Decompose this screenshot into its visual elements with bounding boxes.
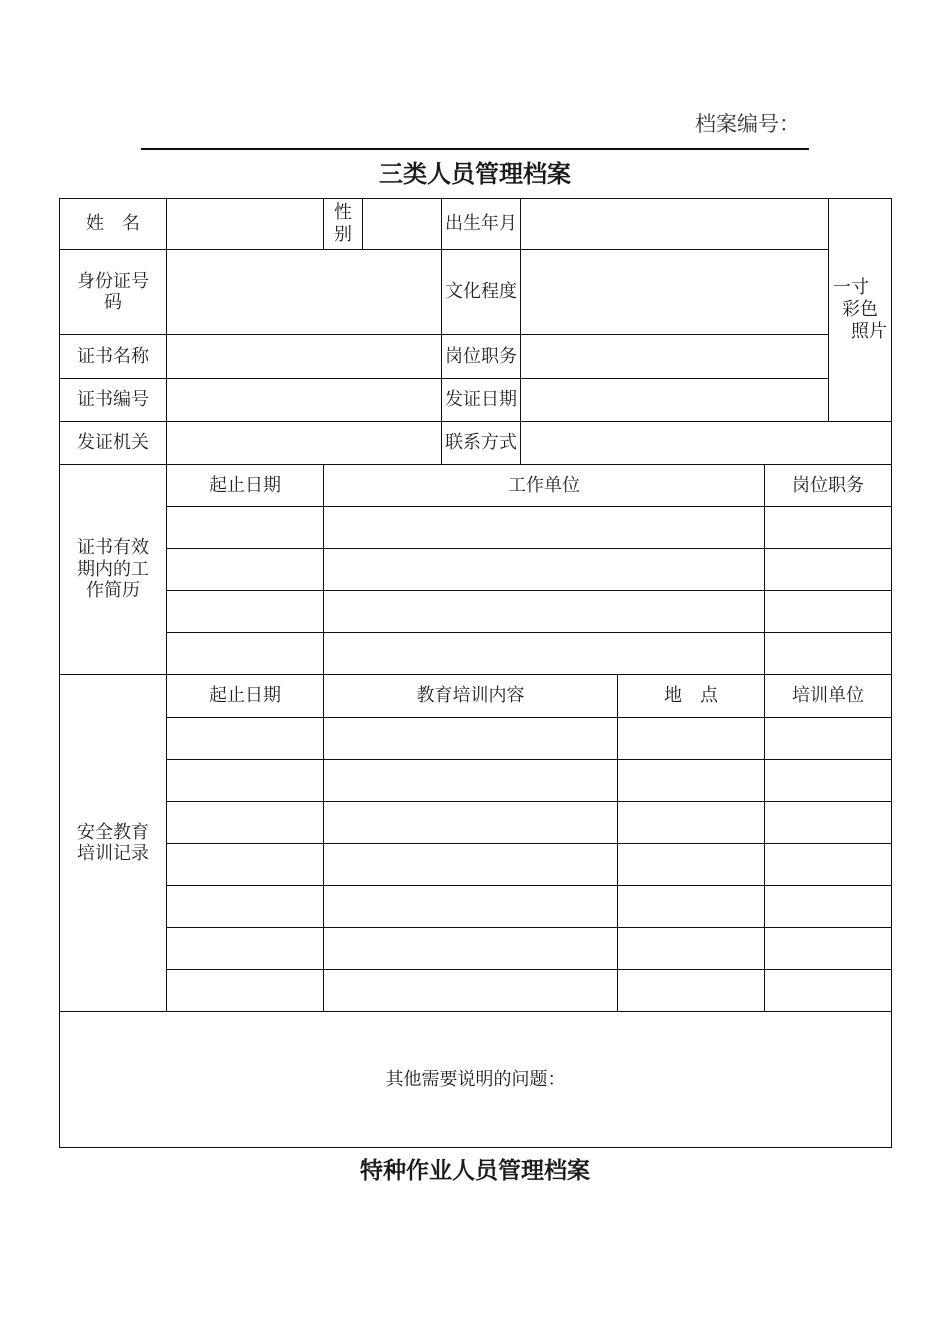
training-organizer-cell[interactable] [765,801,892,843]
contact-label: 联系方式 [442,421,521,464]
archive-number-label: 档案编号： [695,112,800,136]
work-history-date-cell[interactable] [167,591,324,633]
training-content-cell[interactable] [324,759,618,801]
work-history-col-date: 起止日期 [167,464,324,506]
work-history-employer-cell[interactable] [324,633,765,675]
work-history-date-cell[interactable] [167,506,324,548]
contact-field[interactable] [521,421,892,464]
page-title: 三类人员管理档案 [379,160,571,188]
work-history-row [60,549,892,591]
training-content-cell[interactable] [324,717,618,759]
training-label-line1: 安全教育 [77,821,149,843]
id-number-label-line1: 身份证号 [77,270,149,292]
training-location-cell[interactable] [618,843,765,885]
work-history-employer-cell[interactable] [324,591,765,633]
training-row [60,970,892,1012]
training-row [60,928,892,970]
work-history-col-position: 岗位职务 [765,464,892,506]
training-col-location: 地 点 [618,675,765,717]
training-organizer-cell[interactable] [765,970,892,1012]
issue-date-label: 发证日期 [442,378,521,421]
work-history-row [60,633,892,675]
cert-number-field[interactable] [167,378,442,421]
training-date-cell[interactable] [167,717,324,759]
id-number-label [60,250,167,335]
archive-form-table [59,198,892,1148]
issuer-field[interactable] [167,421,442,464]
birth-field[interactable] [521,199,829,250]
cert-name-field[interactable] [167,335,442,378]
photo-line-2: 彩色 [842,299,879,321]
work-history-position-cell[interactable] [765,591,892,633]
training-location-cell[interactable] [618,801,765,843]
training-content-cell[interactable] [324,801,618,843]
gender-label: 性 别 [324,199,363,250]
birth-label: 出生年月 [442,199,521,250]
photo-placeholder [829,199,892,422]
training-date-cell[interactable] [167,886,324,928]
training-organizer-cell[interactable] [765,886,892,928]
training-date-cell[interactable] [167,759,324,801]
training-content-cell[interactable] [324,886,618,928]
work-history-position-cell[interactable] [765,549,892,591]
gender-field[interactable] [363,199,442,250]
training-col-date: 起止日期 [167,675,324,717]
photo-line-1: 一寸 [833,277,870,299]
training-row [60,886,892,928]
next-section-title: 特种作业人员管理档案 [360,1158,590,1184]
work-history-label-line2: 期内的工 [77,558,149,580]
education-label: 文化程度 [442,250,521,335]
work-history-label-line1: 证书有效 [77,537,149,559]
id-number-label-line2: 码 [104,292,122,314]
name-field[interactable] [167,199,324,250]
training-organizer-cell[interactable] [765,759,892,801]
issuer-label: 发证机关 [60,421,167,464]
training-section-label [60,675,167,1012]
training-location-cell[interactable] [618,886,765,928]
work-history-col-employer: 工作单位 [324,464,765,506]
work-history-employer-cell[interactable] [324,549,765,591]
header-rule [141,148,809,150]
training-organizer-cell[interactable] [765,843,892,885]
training-content-cell[interactable] [324,843,618,885]
training-location-cell[interactable] [618,759,765,801]
education-field[interactable] [521,250,829,335]
training-date-cell[interactable] [167,843,324,885]
training-row [60,801,892,843]
work-history-position-cell[interactable] [765,506,892,548]
id-number-field[interactable] [167,250,442,335]
training-date-cell[interactable] [167,928,324,970]
work-history-label-line3: 作简历 [86,580,140,602]
training-organizer-cell[interactable] [765,928,892,970]
training-location-cell[interactable] [618,717,765,759]
notes-field[interactable] [60,1012,892,1148]
cert-name-label: 证书名称 [60,335,167,378]
training-date-cell[interactable] [167,801,324,843]
position-label: 岗位职务 [442,335,521,378]
training-row [60,759,892,801]
training-content-cell[interactable] [324,970,618,1012]
training-content-cell[interactable] [324,928,618,970]
training-date-cell[interactable] [167,970,324,1012]
training-location-cell[interactable] [618,928,765,970]
photo-line-3: 照片 [851,320,888,342]
training-label-line2: 培训记录 [77,843,149,865]
training-row [60,843,892,885]
work-history-employer-cell[interactable] [324,506,765,548]
work-history-row [60,591,892,633]
name-label: 姓 名 [60,199,167,250]
work-history-position-cell[interactable] [765,633,892,675]
cert-number-label: 证书编号 [60,378,167,421]
training-col-content: 教育培训内容 [324,675,618,717]
work-history-date-cell[interactable] [167,549,324,591]
work-history-section-label [60,464,167,675]
position-field[interactable] [521,335,829,378]
issue-date-field[interactable] [521,378,829,421]
work-history-row [60,506,892,548]
training-location-cell[interactable] [618,970,765,1012]
notes-label: 其他需要说明的问题： [385,1068,566,1090]
training-row [60,717,892,759]
training-col-organizer: 培训单位 [765,675,892,717]
work-history-date-cell[interactable] [167,633,324,675]
training-organizer-cell[interactable] [765,717,892,759]
